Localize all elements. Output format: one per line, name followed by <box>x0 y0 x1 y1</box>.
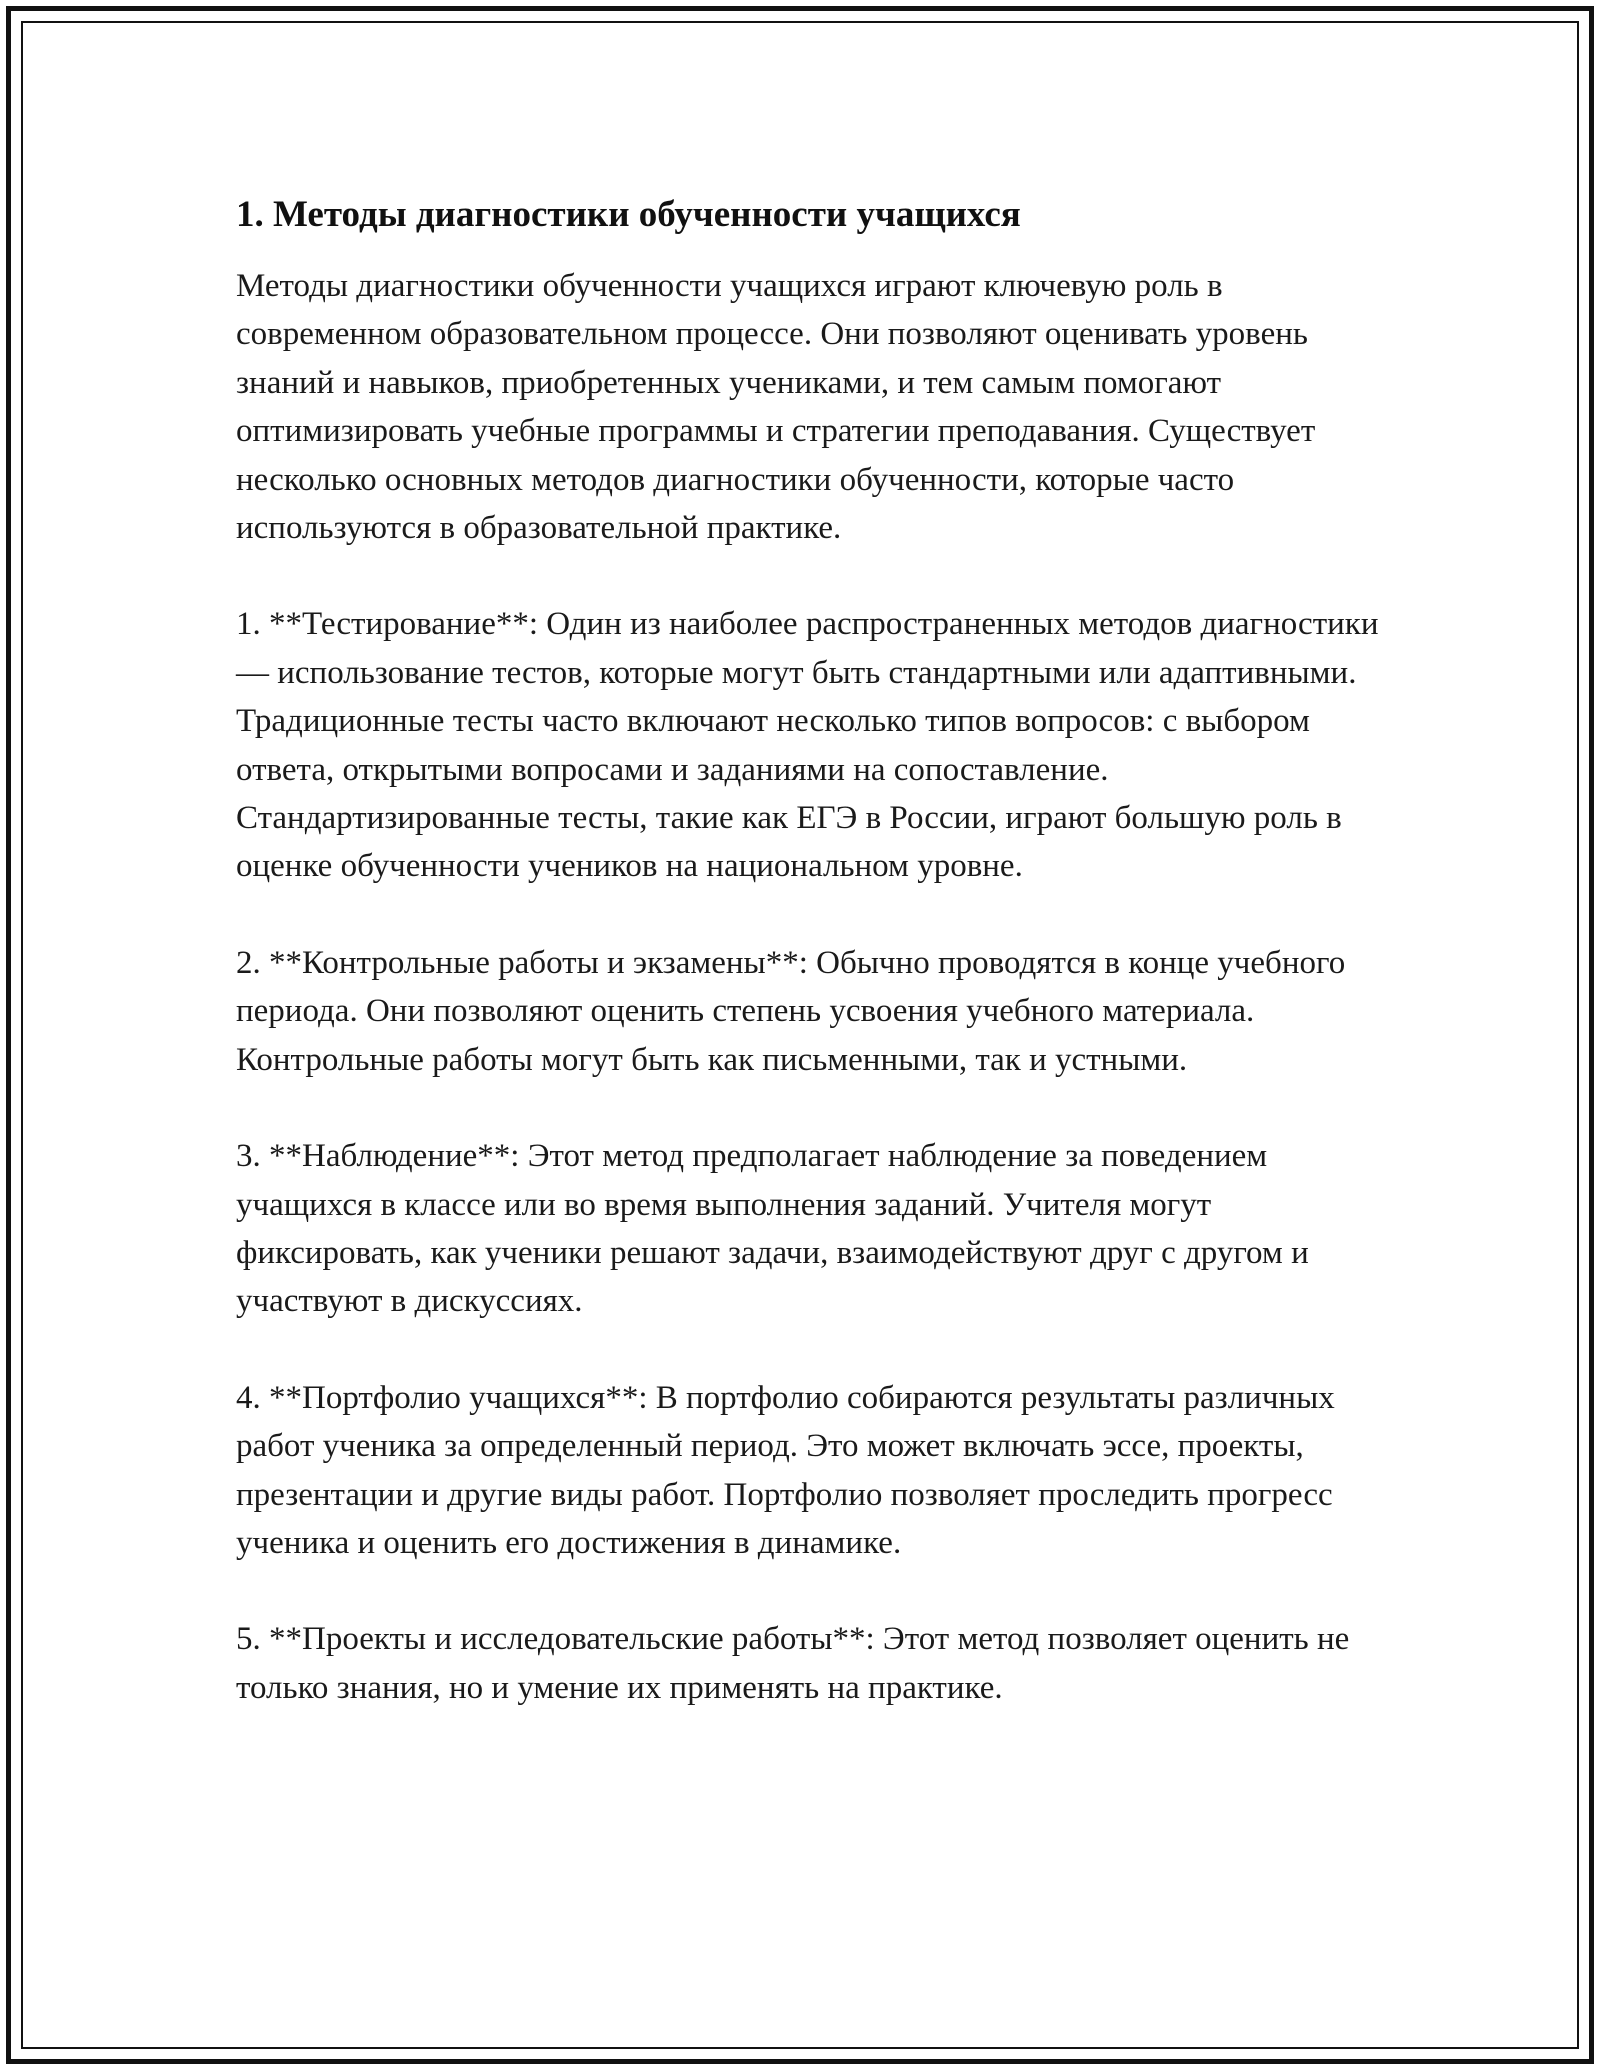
method-observation-paragraph: 3. **Наблюдение**: Этот метод предполагает наблюдение за поведением учащихся в классе или во время выполнения заданий. Учителя могут фиксировать, как ученики решают задачи, взаимодействуют друг с другом и участвуют в дискуссиях. <box>236 1138 1309 1320</box>
document-body <box>236 190 1386 1760</box>
intro-paragraph: Методы диагностики обученности учащихся играют ключевую роль в современном образовательном процессе. Они позволяют оценивать уровень знаний и навыков, приобретенных учениками, и тем самым помогают оптимизировать учебные программы и стратегии преподавания. Существует несколько основных методов диагностики обученности, которые часто используются в образовательной практике. <box>236 268 1316 547</box>
method-testing-paragraph: 1. **Тестирование**: Один из наиболее распространенных методов диагностики — использование тестов, которые могут быть стандартными или адаптивными. Традиционные тесты часто включают несколько типов вопросов: с выбором ответа, открытыми вопросами и заданиями на сопоставление. Стандартизированные тесты, такие как ЕГЭ в России, играют большую роль в оценке обученности учеников на национальном уровне. <box>236 606 1379 885</box>
method-projects-paragraph: 5. **Проекты и исследовательские работы**: Этот метод позволяет оценить не только знания, но и умение их применять на практике. <box>236 1621 1350 1706</box>
section-title: 1. Методы диагностики обученности учащихся <box>236 194 1021 235</box>
method-exams-paragraph: 2. **Контрольные работы и экзамены**: Обычно проводятся в конце учебного периода. Они позволяют оценить степень усвоения учебного материала. Контрольные работы могут быть как письменными, так и устными. <box>236 944 1346 1078</box>
method-portfolio-paragraph: 4. **Портфолио учащихся**: В портфолио собираются результаты различных работ ученика за определенный период. Это может включать эссе, проекты, презентации и другие виды работ. Портфолио позволяет проследить прогресс ученика и оценить его достижения в динамике. <box>236 1379 1335 1561</box>
